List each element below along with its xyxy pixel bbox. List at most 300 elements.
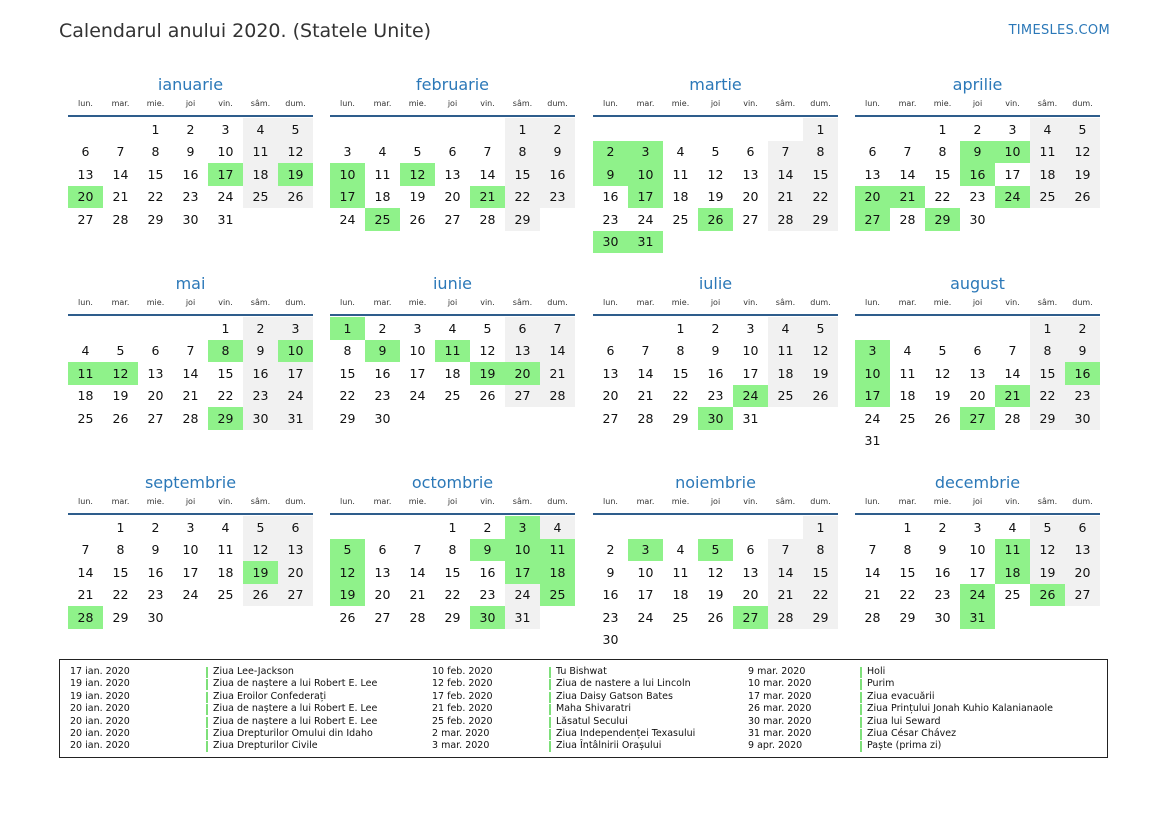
day-cell[interactable]: 1 [803,516,838,539]
day-cell[interactable]: 23 [374,388,391,404]
day-cell[interactable]: 30 [1065,407,1100,430]
day-cell[interactable]: 1 [448,519,457,535]
day-cell[interactable]: 25 [899,410,916,426]
day-cell[interactable]: 8 [343,343,352,359]
holiday-day-cell[interactable]: 11 [435,340,470,363]
day-cell[interactable]: 17 [409,365,426,381]
holiday-day-cell[interactable]: 17 [628,186,663,209]
day-cell[interactable]: 7 [540,317,575,340]
day-cell[interactable]: 15 [505,163,540,186]
day-cell[interactable]: 19 [803,362,838,385]
day-cell[interactable]: 20 [278,561,313,584]
day-cell[interactable]: 24 [409,388,426,404]
holiday-day-cell[interactable]: 12 [330,561,365,584]
holiday-day-cell[interactable]: 11 [540,539,575,562]
day-cell[interactable]: 29 [1030,407,1065,430]
day-cell[interactable]: 6 [448,144,457,160]
day-cell[interactable]: 16 [182,166,199,182]
holiday-day-cell[interactable]: 31 [628,231,663,254]
day-cell[interactable]: 3 [186,519,195,535]
day-cell[interactable]: 4 [448,320,457,336]
day-cell[interactable]: 14 [768,163,803,186]
holiday-day-cell[interactable]: 19 [243,561,278,584]
day-cell[interactable]: 7 [186,343,195,359]
day-cell[interactable]: 3 [973,519,982,535]
day-cell[interactable]: 27 [444,211,461,227]
holiday-day-cell[interactable]: 30 [593,231,628,254]
day-cell[interactable]: 2 [378,320,387,336]
day-cell[interactable]: 7 [483,144,492,160]
holiday-day-cell[interactable]: 27 [733,606,768,629]
day-cell[interactable]: 9 [540,141,575,164]
day-cell[interactable]: 8 [903,542,912,558]
day-cell[interactable]: 22 [934,189,951,205]
day-cell[interactable]: 8 [803,141,838,164]
day-cell[interactable]: 15 [339,365,356,381]
day-cell[interactable]: 30 [934,609,951,625]
day-cell[interactable]: 19 [707,189,724,205]
holiday-day-cell[interactable]: 21 [995,385,1030,408]
day-cell[interactable]: 21 [112,189,129,205]
day-cell[interactable]: 24 [637,211,654,227]
day-cell[interactable]: 8 [116,542,125,558]
day-cell[interactable]: 27 [147,410,164,426]
holiday-day-cell[interactable]: 16 [1065,362,1100,385]
day-cell[interactable]: 31 [742,410,759,426]
day-cell[interactable]: 29 [112,609,129,625]
day-cell[interactable]: 17 [1004,166,1021,182]
day-cell[interactable]: 22 [217,388,234,404]
holiday-day-cell[interactable]: 9 [960,141,995,164]
holiday-day-cell[interactable]: 8 [208,340,243,363]
holiday-day-cell[interactable]: 24 [995,186,1030,209]
day-cell[interactable]: 11 [899,365,916,381]
holiday-day-cell[interactable]: 27 [855,208,890,231]
day-cell[interactable]: 26 [803,385,838,408]
day-cell[interactable]: 22 [672,388,689,404]
day-cell[interactable]: 5 [483,320,492,336]
day-cell[interactable]: 15 [1030,362,1065,385]
day-cell[interactable]: 6 [973,343,982,359]
day-cell[interactable]: 1 [1030,317,1065,340]
day-cell[interactable]: 20 [374,587,391,603]
day-cell[interactable]: 12 [934,365,951,381]
holiday-day-cell[interactable]: 30 [698,407,733,430]
day-cell[interactable]: 14 [182,365,199,381]
day-cell[interactable]: 10 [409,343,426,359]
day-cell[interactable]: 8 [676,343,685,359]
day-cell[interactable]: 3 [1008,121,1017,137]
day-cell[interactable]: 29 [505,208,540,231]
day-cell[interactable]: 22 [444,587,461,603]
day-cell[interactable]: 12 [707,564,724,580]
day-cell[interactable]: 6 [378,542,387,558]
day-cell[interactable]: 27 [77,211,94,227]
day-cell[interactable]: 30 [147,609,164,625]
day-cell[interactable]: 18 [899,388,916,404]
day-cell[interactable]: 22 [339,388,356,404]
day-cell[interactable]: 15 [803,561,838,584]
day-cell[interactable]: 3 [221,121,230,137]
day-cell[interactable]: 23 [479,587,496,603]
day-cell[interactable]: 29 [339,410,356,426]
day-cell[interactable]: 28 [768,208,803,231]
day-cell[interactable]: 2 [1065,317,1100,340]
site-link[interactable]: TIMESLES.COM [1008,23,1110,38]
day-cell[interactable]: 1 [903,519,912,535]
day-cell[interactable]: 5 [243,516,278,539]
day-cell[interactable]: 16 [602,189,619,205]
day-cell[interactable]: 26 [1065,186,1100,209]
day-cell[interactable]: 4 [903,343,912,359]
day-cell[interactable]: 24 [505,584,540,607]
holiday-day-cell[interactable]: 10 [995,141,1030,164]
day-cell[interactable]: 25 [672,609,689,625]
day-cell[interactable]: 4 [1008,519,1017,535]
day-cell[interactable]: 16 [479,564,496,580]
day-cell[interactable]: 13 [77,166,94,182]
day-cell[interactable]: 7 [81,542,90,558]
holiday-day-cell[interactable]: 17 [505,561,540,584]
day-cell[interactable]: 2 [606,542,615,558]
day-cell[interactable]: 13 [742,564,759,580]
day-cell[interactable]: 18 [672,189,689,205]
day-cell[interactable]: 8 [938,144,947,160]
holiday-day-cell[interactable]: 3 [628,141,663,164]
holiday-day-cell[interactable]: 9 [365,340,400,363]
day-cell[interactable]: 30 [182,211,199,227]
day-cell[interactable]: 7 [413,542,422,558]
day-cell[interactable]: 4 [1030,118,1065,141]
day-cell[interactable]: 7 [641,343,650,359]
holiday-day-cell[interactable]: 12 [103,362,138,385]
day-cell[interactable]: 6 [151,343,160,359]
day-cell[interactable]: 28 [409,609,426,625]
holiday-day-cell[interactable]: 21 [470,186,505,209]
day-cell[interactable]: 18 [77,388,94,404]
day-cell[interactable]: 27 [278,584,313,607]
day-cell[interactable]: 23 [707,388,724,404]
day-cell[interactable]: 2 [938,519,947,535]
day-cell[interactable]: 24 [864,410,881,426]
holiday-day-cell[interactable]: 20 [68,186,103,209]
day-cell[interactable]: 13 [278,539,313,562]
day-cell[interactable]: 6 [278,516,313,539]
day-cell[interactable]: 22 [1030,385,1065,408]
day-cell[interactable]: 29 [444,609,461,625]
day-cell[interactable]: 26 [409,211,426,227]
holiday-day-cell[interactable]: 17 [208,163,243,186]
holiday-day-cell[interactable]: 28 [68,606,103,629]
day-cell[interactable]: 8 [151,144,160,160]
day-cell[interactable]: 23 [1065,385,1100,408]
day-cell[interactable]: 1 [505,118,540,141]
day-cell[interactable]: 17 [182,564,199,580]
day-cell[interactable]: 26 [934,410,951,426]
day-cell[interactable]: 6 [868,144,877,160]
day-cell[interactable]: 1 [116,519,125,535]
day-cell[interactable]: 27 [1065,584,1100,607]
day-cell[interactable]: 22 [803,186,838,209]
day-cell[interactable]: 25 [1030,186,1065,209]
day-cell[interactable]: 28 [637,410,654,426]
day-cell[interactable]: 29 [147,211,164,227]
day-cell[interactable]: 8 [1030,340,1065,363]
day-cell[interactable]: 3 [413,320,422,336]
day-cell[interactable]: 28 [540,385,575,408]
holiday-day-cell[interactable]: 27 [960,407,995,430]
holiday-day-cell[interactable]: 29 [208,407,243,430]
day-cell[interactable]: 15 [444,564,461,580]
holiday-day-cell[interactable]: 2 [593,141,628,164]
holiday-day-cell[interactable]: 24 [960,584,995,607]
day-cell[interactable]: 6 [505,317,540,340]
day-cell[interactable]: 1 [221,320,230,336]
day-cell[interactable]: 2 [243,317,278,340]
day-cell[interactable]: 6 [606,343,615,359]
day-cell[interactable]: 23 [147,587,164,603]
day-cell[interactable]: 16 [243,362,278,385]
holiday-day-cell[interactable]: 10 [628,163,663,186]
day-cell[interactable]: 24 [182,587,199,603]
day-cell[interactable]: 14 [864,564,881,580]
day-cell[interactable]: 20 [742,189,759,205]
day-cell[interactable]: 9 [938,542,947,558]
day-cell[interactable]: 9 [151,542,160,558]
day-cell[interactable]: 11 [672,166,689,182]
holiday-day-cell[interactable]: 10 [855,362,890,385]
holiday-day-cell[interactable]: 10 [330,163,365,186]
day-cell[interactable]: 18 [217,564,234,580]
day-cell[interactable]: 15 [147,166,164,182]
holiday-day-cell[interactable]: 19 [330,584,365,607]
day-cell[interactable]: 2 [973,121,982,137]
day-cell[interactable]: 30 [374,410,391,426]
day-cell[interactable]: 8 [803,539,838,562]
day-cell[interactable]: 21 [540,362,575,385]
holiday-day-cell[interactable]: 5 [330,539,365,562]
day-cell[interactable]: 23 [602,211,619,227]
day-cell[interactable]: 10 [182,542,199,558]
day-cell[interactable]: 13 [374,564,391,580]
holiday-day-cell[interactable]: 12 [400,163,435,186]
day-cell[interactable]: 11 [217,542,234,558]
day-cell[interactable]: 20 [742,587,759,603]
day-cell[interactable]: 23 [182,189,199,205]
day-cell[interactable]: 24 [217,189,234,205]
day-cell[interactable]: 15 [672,365,689,381]
day-cell[interactable]: 28 [112,211,129,227]
day-cell[interactable]: 14 [409,564,426,580]
holiday-day-cell[interactable]: 3 [505,516,540,539]
holiday-day-cell[interactable]: 21 [890,186,925,209]
day-cell[interactable]: 1 [151,121,160,137]
day-cell[interactable]: 20 [147,388,164,404]
day-cell[interactable]: 17 [278,362,313,385]
day-cell[interactable]: 28 [864,609,881,625]
day-cell[interactable]: 14 [637,365,654,381]
day-cell[interactable]: 9 [186,144,195,160]
day-cell[interactable]: 21 [768,186,803,209]
day-cell[interactable]: 5 [711,144,720,160]
day-cell[interactable]: 12 [803,340,838,363]
holiday-day-cell[interactable]: 10 [505,539,540,562]
day-cell[interactable]: 25 [77,410,94,426]
day-cell[interactable]: 19 [1065,163,1100,186]
day-cell[interactable]: 22 [112,587,129,603]
day-cell[interactable]: 1 [803,118,838,141]
day-cell[interactable]: 13 [505,340,540,363]
day-cell[interactable]: 10 [969,542,986,558]
holiday-day-cell[interactable]: 5 [698,539,733,562]
day-cell[interactable]: 30 [602,632,619,648]
day-cell[interactable]: 28 [899,211,916,227]
day-cell[interactable]: 2 [483,519,492,535]
day-cell[interactable]: 13 [602,365,619,381]
day-cell[interactable]: 18 [672,587,689,603]
day-cell[interactable]: 6 [1065,516,1100,539]
day-cell[interactable]: 8 [448,542,457,558]
day-cell[interactable]: 30 [969,211,986,227]
day-cell[interactable]: 19 [707,587,724,603]
day-cell[interactable]: 13 [1065,539,1100,562]
day-cell[interactable]: 2 [540,118,575,141]
day-cell[interactable]: 31 [505,606,540,629]
day-cell[interactable]: 18 [243,163,278,186]
day-cell[interactable]: 16 [934,564,951,580]
holiday-day-cell[interactable]: 18 [540,561,575,584]
day-cell[interactable]: 4 [378,144,387,160]
day-cell[interactable]: 10 [742,343,759,359]
day-cell[interactable]: 17 [742,365,759,381]
holiday-day-cell[interactable]: 26 [698,208,733,231]
day-cell[interactable]: 13 [864,166,881,182]
holiday-day-cell[interactable]: 20 [855,186,890,209]
day-cell[interactable]: 9 [1065,340,1100,363]
day-cell[interactable]: 7 [116,144,125,160]
day-cell[interactable]: 19 [934,388,951,404]
day-cell[interactable]: 24 [278,385,313,408]
day-cell[interactable]: 20 [602,388,619,404]
holiday-day-cell[interactable]: 19 [278,163,313,186]
day-cell[interactable]: 6 [81,144,90,160]
day-cell[interactable]: 23 [602,609,619,625]
day-cell[interactable]: 16 [374,365,391,381]
holiday-day-cell[interactable]: 16 [960,163,995,186]
day-cell[interactable]: 20 [969,388,986,404]
day-cell[interactable]: 20 [444,189,461,205]
day-cell[interactable]: 23 [540,186,575,209]
day-cell[interactable]: 12 [707,166,724,182]
day-cell[interactable]: 3 [746,320,755,336]
day-cell[interactable]: 25 [444,388,461,404]
day-cell[interactable]: 16 [707,365,724,381]
day-cell[interactable]: 27 [374,609,391,625]
day-cell[interactable]: 6 [746,144,755,160]
day-cell[interactable]: 25 [768,385,803,408]
day-cell[interactable]: 9 [606,564,615,580]
day-cell[interactable]: 14 [112,166,129,182]
day-cell[interactable]: 12 [278,141,313,164]
day-cell[interactable]: 5 [803,317,838,340]
day-cell[interactable]: 7 [903,144,912,160]
day-cell[interactable]: 14 [1004,365,1021,381]
day-cell[interactable]: 14 [479,166,496,182]
day-cell[interactable]: 9 [711,343,720,359]
day-cell[interactable]: 17 [637,587,654,603]
day-cell[interactable]: 21 [77,587,94,603]
day-cell[interactable]: 31 [217,211,234,227]
holiday-day-cell[interactable]: 30 [470,606,505,629]
day-cell[interactable]: 12 [479,343,496,359]
day-cell[interactable]: 22 [803,584,838,607]
day-cell[interactable]: 3 [278,317,313,340]
day-cell[interactable]: 29 [803,208,838,231]
holiday-day-cell[interactable]: 11 [68,362,103,385]
day-cell[interactable]: 4 [221,519,230,535]
day-cell[interactable]: 17 [969,564,986,580]
day-cell[interactable]: 28 [1004,410,1021,426]
day-cell[interactable]: 21 [409,587,426,603]
day-cell[interactable]: 4 [243,118,278,141]
holiday-day-cell[interactable]: 20 [505,362,540,385]
day-cell[interactable]: 29 [899,609,916,625]
day-cell[interactable]: 7 [868,542,877,558]
day-cell[interactable]: 26 [112,410,129,426]
day-cell[interactable]: 27 [602,410,619,426]
day-cell[interactable]: 26 [278,186,313,209]
day-cell[interactable]: 23 [934,587,951,603]
holiday-day-cell[interactable]: 17 [855,385,890,408]
day-cell[interactable]: 21 [768,584,803,607]
day-cell[interactable]: 22 [147,189,164,205]
day-cell[interactable]: 5 [1030,516,1065,539]
day-cell[interactable]: 10 [217,144,234,160]
day-cell[interactable]: 16 [147,564,164,580]
holiday-day-cell[interactable]: 18 [995,561,1030,584]
day-cell[interactable]: 14 [77,564,94,580]
day-cell[interactable]: 28 [768,606,803,629]
holiday-day-cell[interactable]: 3 [628,539,663,562]
holiday-day-cell[interactable]: 25 [540,584,575,607]
day-cell[interactable]: 2 [151,519,160,535]
day-cell[interactable]: 31 [864,433,881,449]
day-cell[interactable]: 16 [602,587,619,603]
day-cell[interactable]: 22 [899,587,916,603]
day-cell[interactable]: 5 [1065,118,1100,141]
day-cell[interactable]: 26 [339,609,356,625]
day-cell[interactable]: 8 [505,141,540,164]
day-cell[interactable]: 11 [374,166,391,182]
day-cell[interactable]: 22 [505,186,540,209]
day-cell[interactable]: 4 [81,343,90,359]
day-cell[interactable]: 23 [969,189,986,205]
day-cell[interactable]: 4 [676,542,685,558]
day-cell[interactable]: 12 [1030,539,1065,562]
day-cell[interactable]: 7 [768,141,803,164]
holiday-day-cell[interactable]: 9 [470,539,505,562]
day-cell[interactable]: 23 [243,385,278,408]
day-cell[interactable]: 15 [899,564,916,580]
day-cell[interactable]: 18 [768,362,803,385]
day-cell[interactable]: 4 [676,144,685,160]
day-cell[interactable]: 24 [339,211,356,227]
day-cell[interactable]: 15 [217,365,234,381]
day-cell[interactable]: 5 [413,144,422,160]
holiday-day-cell[interactable]: 24 [733,385,768,408]
day-cell[interactable]: 18 [444,365,461,381]
day-cell[interactable]: 13 [147,365,164,381]
